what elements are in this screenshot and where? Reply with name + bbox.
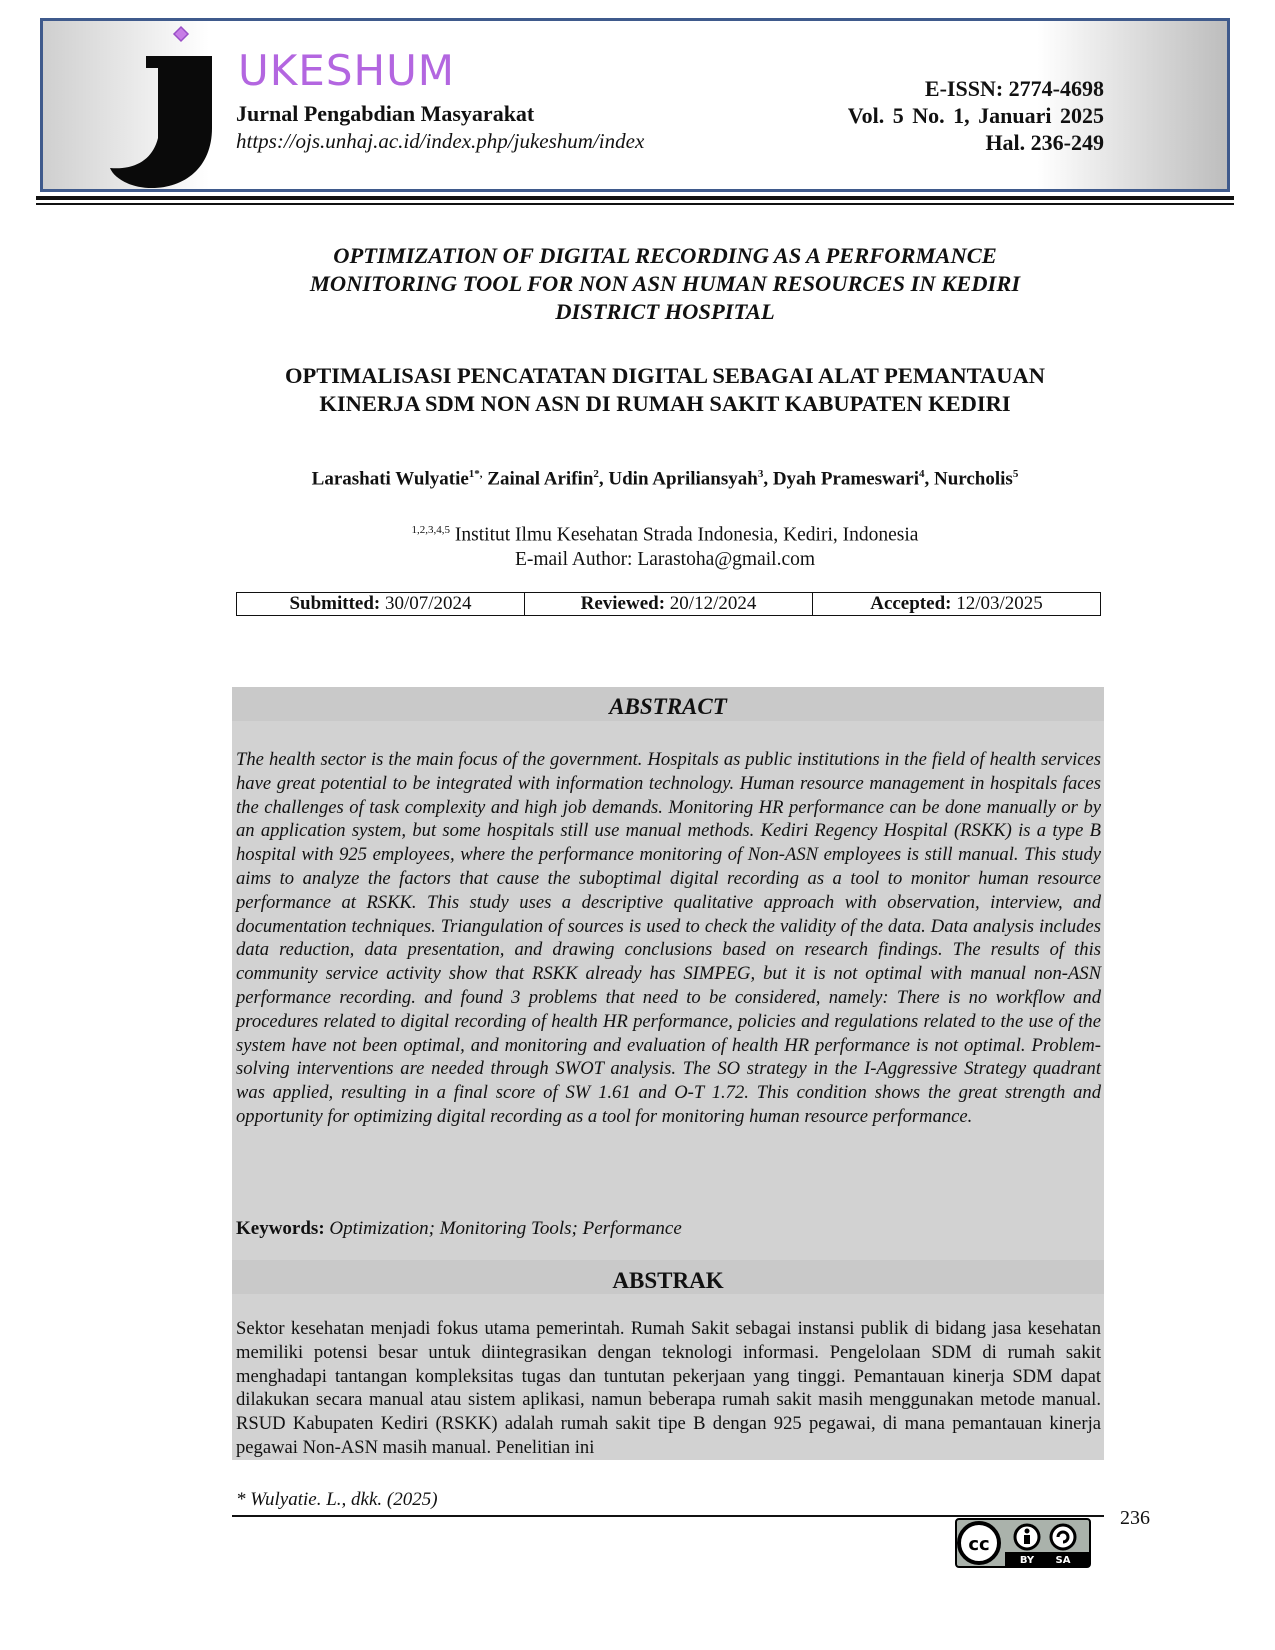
title-en-line: DISTRICT HOSPITAL [555, 299, 775, 324]
reviewed-date-cell: Reviewed: 20/12/2024 [525, 593, 813, 616]
journal-volume: Vol. 5 No. 1, Januari 2025 [847, 103, 1104, 128]
author-affiliation-mark: 4 [918, 468, 925, 480]
author-name: Nurcholis [933, 468, 1013, 490]
journal-pages: Hal. 236-249 [985, 130, 1104, 155]
abstract-body: The health sector is the main focus of the government. Hospitals as public institutions in the field of health services have great potential to be integrated with information technology. Human resource management in hospitals faces the challenges of task complexity and high job demands. Monitoring HR performance can be done manually or by an application system, but some hospitals still use manual methods. Kediri Regency Hospital (RSKK) is a type B hospital with 925 employees, where the performance monitoring of Non-ASN employees is still manual. This study aims to analyze the factors that cause the suboptimal digital recording as a tool to monitor human resource performance at RSKK. This study uses a descriptive qualitative approach with observation, interview, and documentation techniques. Triangulation of sources is used to check the validity of the data. Data analysis includes data reduction, data presentation, and drawing conclusions based on research findings. The results of this community service activity show that RSKK already has SIMPEG, but it is not optimal with manual non-ASN performance recording. and found 3 problems that need to be considered, namely: There is no workflow and procedures related to digital recording of health HR performance, policies and regulations related to the use of the system have not been optimal, and monitoring and evaluation of health HR performance is not optimal. Problem-solving interventions are needed through SWOT analysis. The SO strategy in the I-Aggressive Strategy quadrant was applied, resulting in a final score of SW 1.61 and O-T 1.72. This condition shows the great strength and opportunity for optimizing digital recording as a tool for monitoring human resource performance. [236, 749, 1101, 1127]
keywords-line [236, 1218, 1101, 1241]
page-number: 236 [1120, 1507, 1150, 1529]
abstrak-body: Sektor kesehatan menjadi fokus utama pemerintah. Rumah Sakit sebagai instansi publik di bidang jasa kesehatan memiliki potensi besar untuk diintegrasikan dengan teknologi informasi. Pengelolaan SDM di rumah sakit menghadapi tantangan kompleksitas tugas dan tuntutan pekerjaan yang tinggi. Pemantauan kinerja SDM dapat dilakukan secara manual atau sistem aplikasi, namun beberapa rumah sakit masih menggunakan metode manual. RSUD Kabupaten Kediri (RSKK) adalah rumah sakit tipe B dengan 925 pegawai, di mana pemantauan kinerja pegawai Non-ASN masih manual. Penelitian ini [236, 1318, 1101, 1458]
article-title-english [230, 242, 1100, 326]
author-name: Udin Apriliansyah [608, 468, 758, 490]
author-affiliation-mark: 2 [593, 468, 599, 480]
author-name: Dyah Prameswari [772, 468, 919, 490]
journal-url-link[interactable]: https://ojs.unhaj.ac.id/index.php/jukeshum/index [236, 129, 645, 153]
article-title-indonesian [230, 362, 1100, 418]
author-list: Larashati Wulyatie$^{1*,}$ Zainal Arifin$^2$, Udin Apriliansyah$^3$, Dyah Prameswari$^4$, Nurcholis$^5$ [311, 468, 1019, 490]
author-name: Larashati Wulyatie [311, 468, 469, 490]
author-affiliation-mark: 3 [757, 468, 764, 480]
submission-dates-table [236, 592, 1101, 616]
journal-logo-j-icon [108, 20, 228, 190]
affiliation-block [230, 518, 1100, 572]
affiliation-institution: Institut Ilmu Kesehatan Strada Indonesia, Kediri, Indonesia [454, 524, 919, 546]
title-id-line: OPTIMALISASI PENCATATAN DIGITAL SEBAGAI ALAT PEMANTAUAN [285, 363, 1045, 388]
header-divider-thin [36, 203, 1234, 205]
accepted-date-cell: Accepted: 12/03/2025 [813, 593, 1101, 616]
cc-by-label: BY [1019, 1555, 1035, 1566]
author-affiliation-mark: 1*, [468, 468, 483, 480]
title-en-line: MONITORING TOOL FOR NON ASN HUMAN RESOURCES IN KEDIRI [309, 271, 1021, 296]
author-name: Zainal Arifin [487, 468, 594, 490]
journal-eissn: E-ISSN: 2774-4698 [924, 76, 1104, 101]
journal-name: Jurnal Pengabdian Masyarakat [236, 101, 535, 126]
title-id-line: KINERJA SDM NON ASN DI RUMAH SAKIT KABUPATEN KEDIRI [319, 391, 1011, 416]
abstrak-heading: ABSTRAK [612, 1268, 724, 1293]
keywords-label: Keywords: [236, 1218, 325, 1239]
author-email[interactable]: E-mail Author: Larastoha@gmail.com [514, 548, 816, 570]
svg-text:cc: cc [968, 1534, 990, 1555]
keywords-values: Optimization; Monitoring Tools; Performance [329, 1218, 682, 1239]
affiliation-mark: 1,2,3,4,5 [411, 524, 451, 536]
header-divider-thick [36, 196, 1234, 200]
footer-divider [232, 1515, 1104, 1517]
journal-logo-text: UKESHUM [238, 46, 456, 95]
author-affiliation-mark: 5 [1012, 468, 1019, 480]
cc-by-sa-icon[interactable] [955, 1518, 1091, 1568]
title-en-line: OPTIMIZATION OF DIGITAL RECORDING AS A PERFORMANCE [333, 243, 997, 268]
cc-sa-label: SA [1055, 1555, 1071, 1566]
footer-citation: * Wulyatie. L., dkk. (2025) [236, 1489, 438, 1510]
abstract-heading: ABSTRACT [609, 694, 727, 719]
submitted-date-cell: Submitted: 30/07/2024 [237, 593, 525, 616]
